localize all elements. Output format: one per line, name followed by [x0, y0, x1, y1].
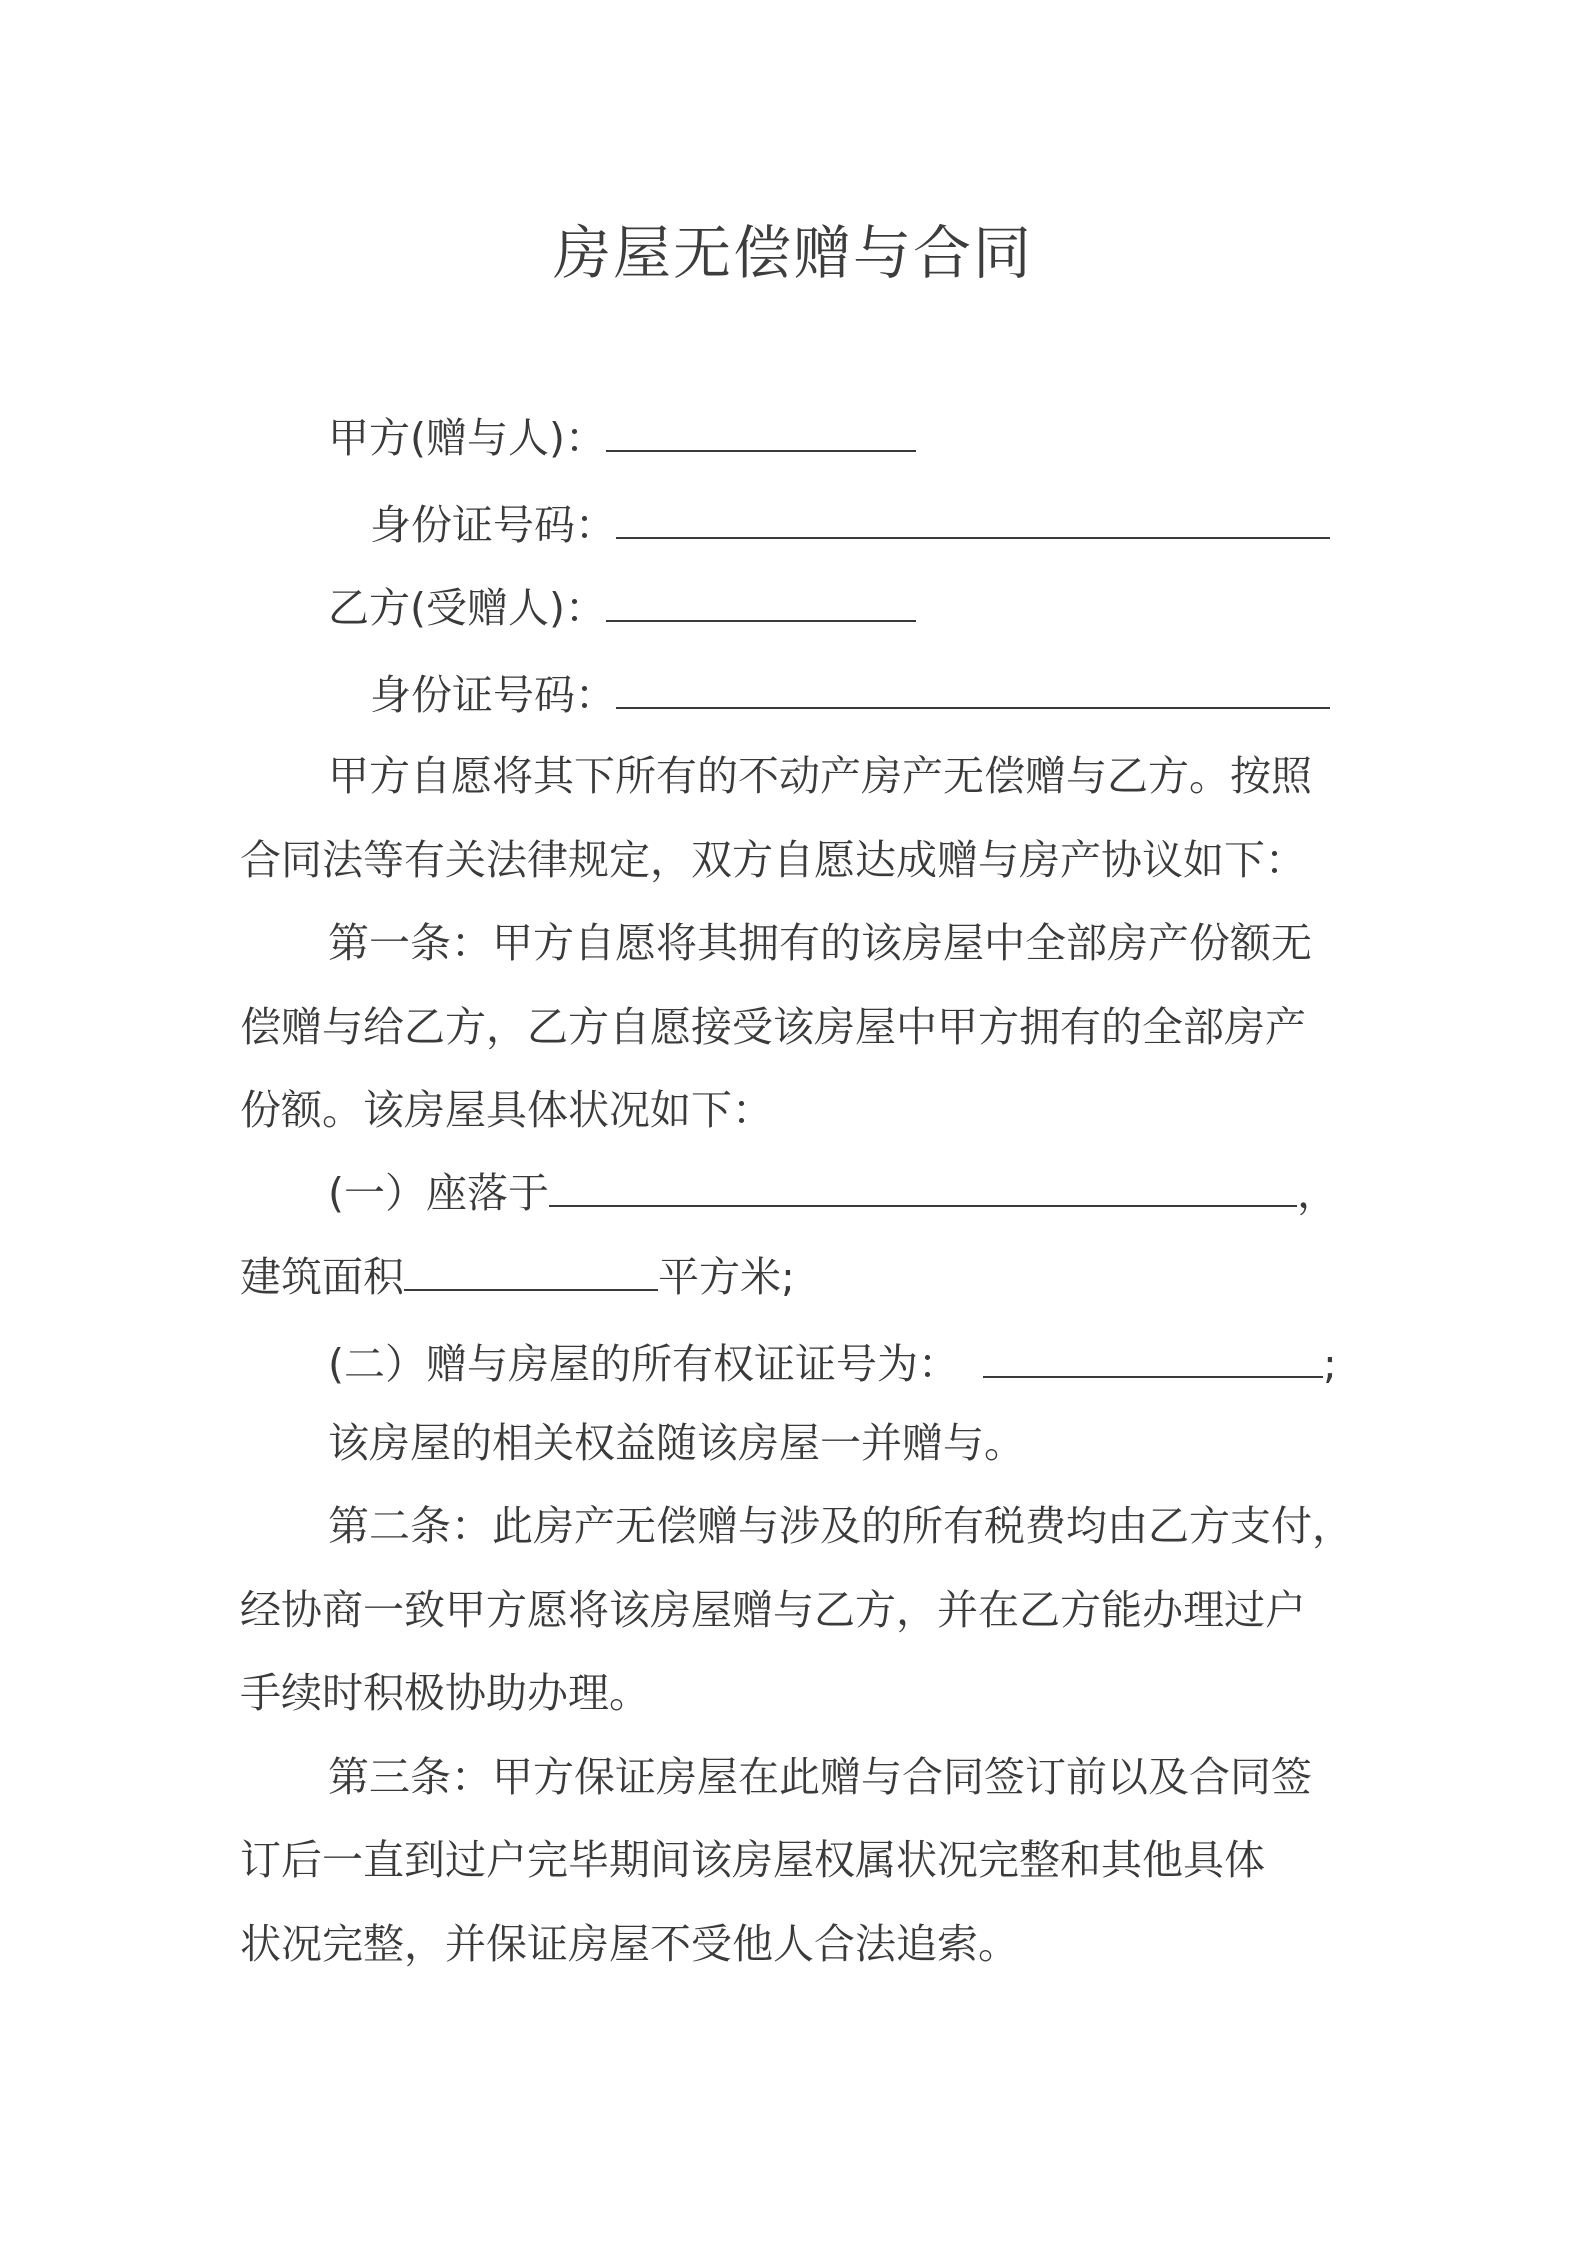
location-blank[interactable]: [549, 1165, 1297, 1207]
party-a-id-label: 身份证号码：: [370, 501, 616, 549]
party-b-line: [328, 578, 916, 638]
article-1-line-1: 第一条：甲方自愿将其拥有的该房屋中全部房产份额无: [328, 919, 1312, 967]
area-blank[interactable]: [404, 1249, 658, 1291]
item-1-line: [328, 1163, 1338, 1223]
article-2-line-2: 经协商一致甲方愿将该房屋赠与乙方，并在乙方能办理过户: [240, 1586, 1306, 1634]
item-2-prefix: (二）赠与房屋的所有权证证号为：: [328, 1340, 959, 1388]
party-b-blank[interactable]: [606, 580, 916, 622]
item-1-suffix: ，: [1297, 1169, 1338, 1217]
party-b-id-blank[interactable]: [616, 667, 1330, 709]
item-2-note: 该房屋的相关权益随该房屋一并赠与。: [328, 1419, 1025, 1467]
party-a-line: [328, 408, 916, 468]
item-1-prefix: (一）座落于: [328, 1169, 549, 1217]
article-3-line-1: 第三条：甲方保证房屋在此赠与合同签订前以及合同签: [328, 1753, 1312, 1801]
intro-line-2: 合同法等有关法律规定，双方自愿达成赠与房产协议如下：: [240, 836, 1306, 884]
item-2-suffix: ;: [1323, 1340, 1337, 1388]
area-line: [240, 1247, 795, 1307]
article-1-line-2: 偿赠与给乙方，乙方自愿接受该房屋中甲方拥有的全部房产: [240, 1003, 1306, 1051]
area-prefix: 建筑面积: [240, 1253, 404, 1301]
intro-line-1: 甲方自愿将其下所有的不动产房产无偿赠与乙方。按照: [328, 752, 1312, 800]
article-1-line-3: 份额。该房屋具体状况如下：: [240, 1086, 773, 1134]
article-2-line-3: 手续时积极协助办理。: [240, 1669, 650, 1717]
party-b-id-line: [370, 665, 1330, 725]
party-a-id-blank[interactable]: [616, 497, 1330, 539]
article-2-line-1: 第二条：此房产无偿赠与涉及的所有税费均由乙方支付，: [328, 1502, 1353, 1550]
article-3-line-2: 订后一直到过户完毕期间该房屋权属状况完整和其他具体: [240, 1836, 1265, 1884]
party-b-id-label: 身份证号码：: [370, 671, 616, 719]
document-title: 房屋无偿赠与合同: [552, 219, 1033, 287]
party-b-label: 乙方(受赠人)：: [328, 584, 606, 632]
item-2-line: [328, 1334, 1337, 1394]
article-3-line-3: 状况完整，并保证房屋不受他人合法追索。: [240, 1920, 1019, 1968]
area-suffix: 平方米;: [658, 1253, 795, 1301]
party-a-label: 甲方(赠与人)：: [328, 414, 606, 462]
party-a-id-line: [370, 495, 1330, 555]
certificate-blank[interactable]: [983, 1336, 1323, 1378]
party-a-blank[interactable]: [606, 410, 916, 452]
